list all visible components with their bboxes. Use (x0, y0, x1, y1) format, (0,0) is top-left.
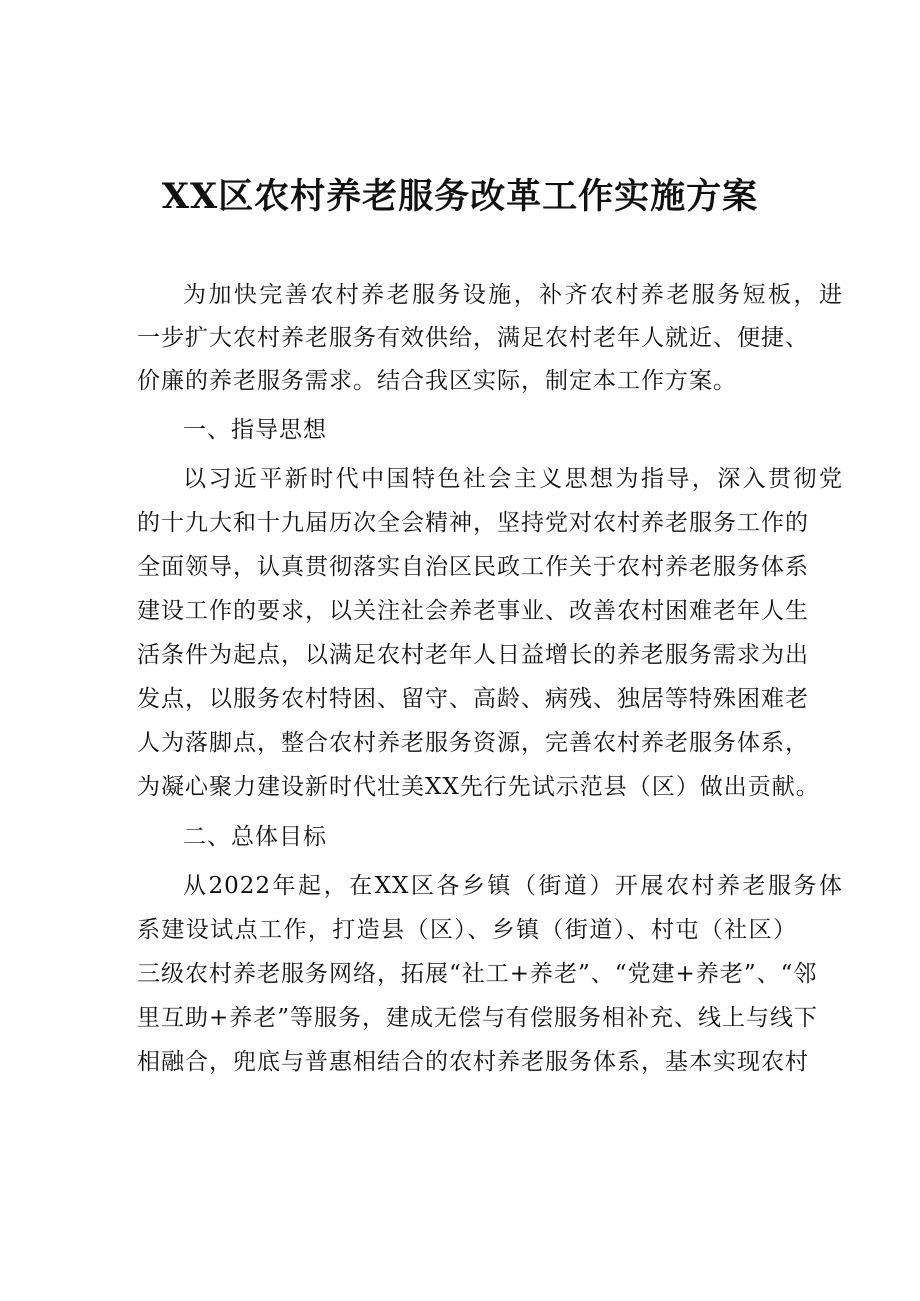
paragraph-line: 系建设试点工作，打造县（区）、乡镇（街道）、村屯（社区） (137, 917, 797, 943)
paragraph-line: 从2022年起，在XX区各乡镇（街道）开展农村养老服务体 (183, 873, 843, 899)
paragraph-line: 全面领导，认真贯彻落实自治区民政工作关于农村养老服务体系 (137, 554, 809, 580)
paragraph-line: 发点，以服务农村特困、留守、高龄、病残、独居等特殊困难老 (137, 686, 809, 712)
paragraph-line: 里互助+养老”等服务，建成无偿与有偿服务相补充、线上与线下 (137, 1005, 819, 1031)
paragraph-line: 为加快完善农村养老服务设施，补齐农村养老服务短板，进 (183, 282, 843, 308)
paragraph-line: 活条件为起点，以满足农村老年人日益增长的养老服务需求为出 (137, 642, 809, 668)
paragraph-line: 人为落脚点，整合农村养老服务资源，完善农村养老服务体系， (137, 730, 809, 756)
document-title: XX区农村养老服务改革工作实施方案 (161, 176, 759, 217)
paragraph-line: 相融合，兜底与普惠相结合的农村养老服务体系，基本实现农村 (137, 1049, 809, 1075)
paragraph-line: 一步扩大农村养老服务有效供给，满足农村老年人就近、便捷、 (137, 325, 809, 351)
section-heading: 二、总体目标 (183, 824, 327, 850)
paragraph-line: 建设工作的要求，以关注社会养老事业、改善农村困难老年人生 (137, 598, 809, 624)
paragraph-line: 为凝心聚力建设新时代壮美XX先行先试示范县（区）做出贡献。 (137, 774, 820, 800)
paragraph-line: 价廉的养老服务需求。结合我区实际，制定本工作方案。 (137, 368, 737, 394)
section-heading: 一、指导思想 (183, 417, 327, 443)
paragraph-line: 三级农村养老服务网络，拓展“社工+养老”、“党建+养老”、“邻 (137, 961, 818, 987)
paragraph-line: 以习近平新时代中国特色社会主义思想为指导，深入贯彻党 (183, 466, 843, 492)
paragraph-line: 的十九大和十九届历次全会精神，坚持党对农村养老服务工作的 (137, 510, 809, 536)
